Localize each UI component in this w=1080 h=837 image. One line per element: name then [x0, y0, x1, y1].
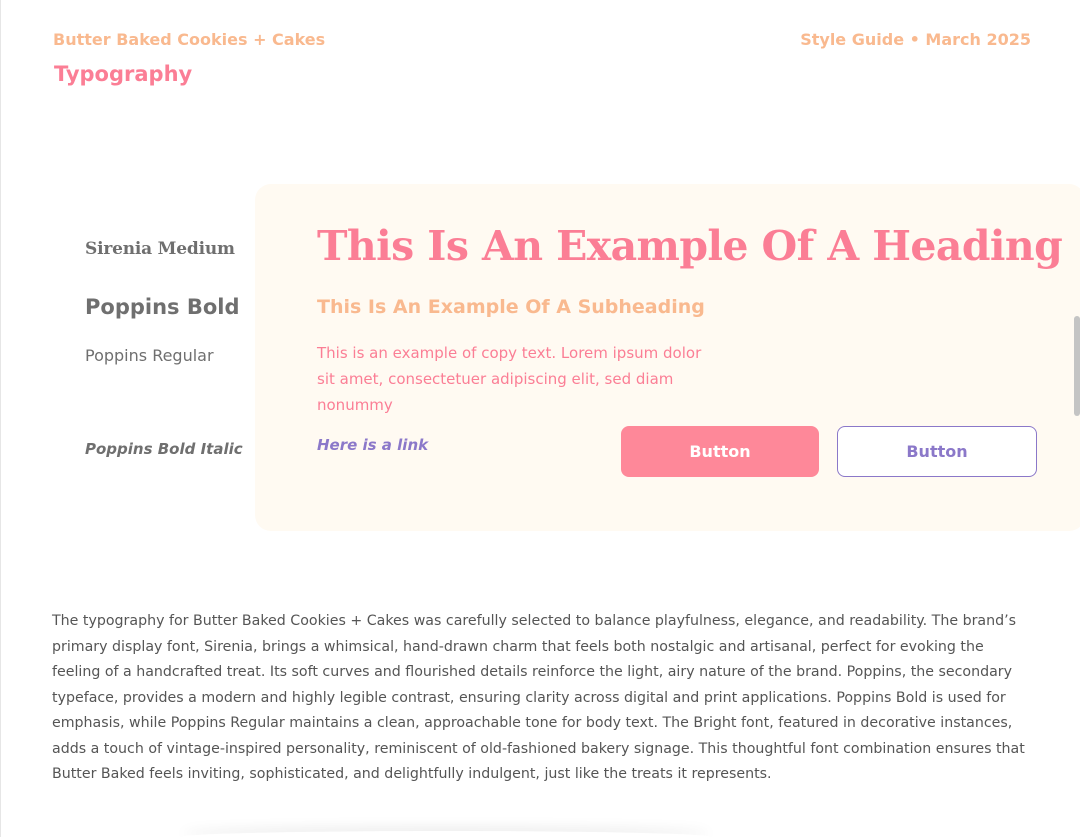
- brand-name: Butter Baked Cookies + Cakes: [53, 30, 326, 49]
- sample-link[interactable]: Here is a link: [317, 436, 429, 454]
- scrollbar[interactable]: [1074, 316, 1080, 416]
- next-section-shadow: [181, 831, 711, 837]
- typography-description: The typography for Butter Baked Cookies + Cakes was carefully selected to balance playfulness, elegance, and readability. The brand’s primary display font, Sirenia, brings a whimsical, hand-drawn charm that feels both nostalgic and artisanal, perfect for evoking the feeling of a handcrafted treat. Its soft curves and flourished details reinforce the light, airy nature of the brand. Poppins, the secondary typeface, provides a modern and highly legible contrast, ensuring clarity across digital and print applications. Poppins Bold is used for emphasis, while Poppins Regular maintains a clean, approachable tone for body text. The Bright font, featured in decorative instances, adds a touch of vintage-inspired personality, reminiscent of old-fashioned bakery signage. This thoughtful font combination ensures that Butter Baked feels inviting, sophisticated, and delightfully indulgent, just like the treats it represents.: [52, 613, 1025, 782]
- document-meta: Style Guide • March 2025: [800, 30, 1031, 49]
- section-title: Typography: [54, 62, 193, 86]
- primary-button[interactable]: Button: [621, 426, 819, 477]
- sample-subheading: This Is An Example Of A Subheading: [317, 296, 705, 318]
- font-label-poppins-regular: Poppins Regular: [85, 346, 214, 365]
- font-label-poppins-bold-italic: Poppins Bold Italic: [85, 440, 243, 458]
- sample-copy-text: This is an example of copy text. Lorem ipsum dolor sit amet, consectetuer adipiscing elit, sed diam nonummy: [317, 344, 702, 414]
- secondary-button[interactable]: Button: [837, 426, 1037, 477]
- font-label-poppins-bold: Poppins Bold: [85, 295, 240, 319]
- sample-heading: This Is An Example Of A Heading: [317, 222, 1063, 270]
- font-label-sirenia-medium: Sirenia Medium: [85, 239, 235, 259]
